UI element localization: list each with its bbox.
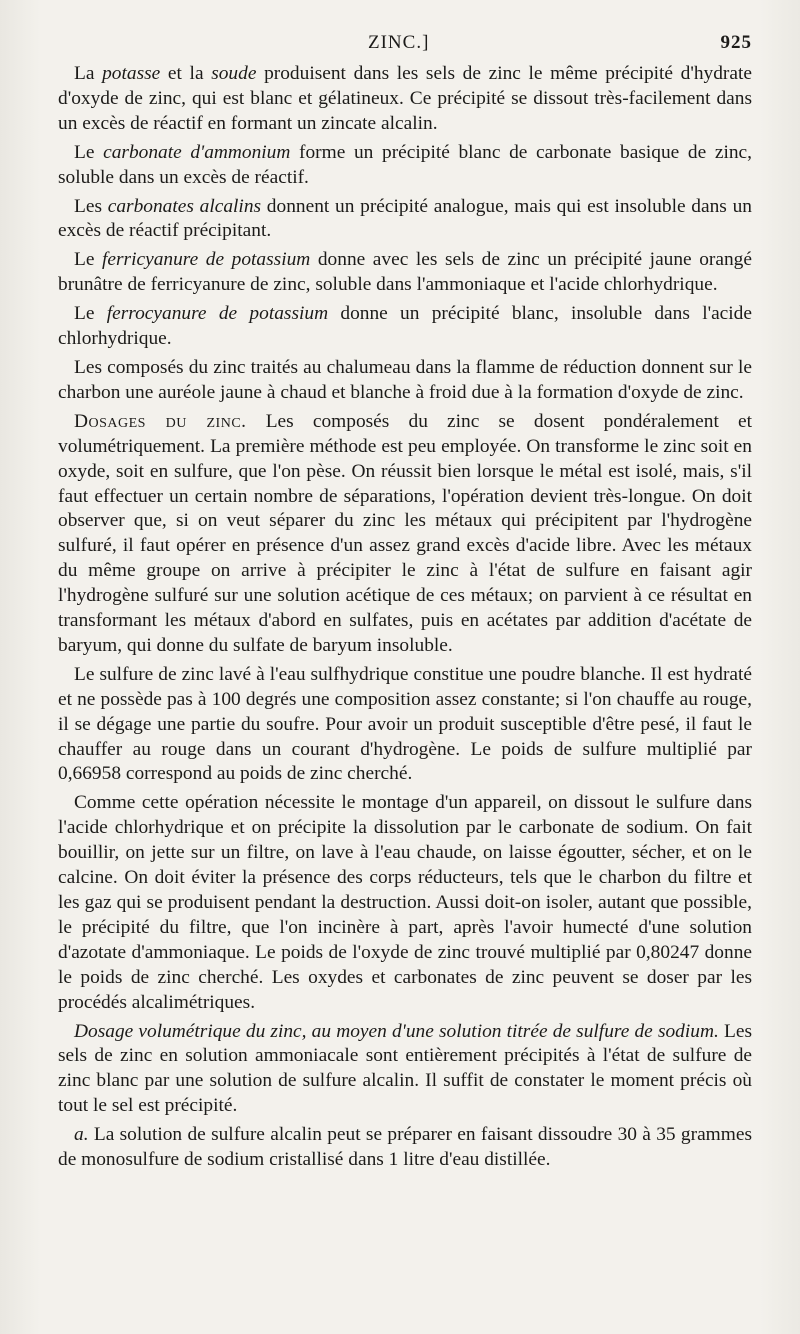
paragraph: Le carbonate d'ammonium forme un précipité blanc de carbonate basique de zinc, soluble dans un excès de réactif. [58, 141, 752, 188]
paragraph: Le ferrocyanure de potassium donne un précipité blanc, insoluble dans l'acide chlorhydrique. [58, 303, 752, 350]
paragraph: Les carbonates alcalins donnent un précipité analogue, mais qui est insoluble dans un excès de réactif précipitant. [58, 195, 752, 242]
section-heading: Dosages du zinc. [74, 410, 247, 432]
paragraph: Comme cette opération nécessite le montage d'un appareil, on dissout le sulfure dans l'acide chlorhydrique et on précipite la dissolution par le carbonate de sodium. On fait bouillir, on jette sur un filtre, on lave à l'eau chaude, on laisse égoutter, sécher, et on le calcine. On doit éviter la présence des corps réducteurs, tels que le charbon du filtre et les gaz qui se produisent pendant la destruction. Aussi doit-on isoler, autant que possible, le précipité du filtre, que l'on incinère à part, après l'avoir humecté d'une solution d'azotate d'ammoniaque. Le poids de l'oxyde de zinc trouvé multiplié par 0,80247 donne le poids de zinc cherché. Les oxydes et carbonates de zinc peuvent se doser par les procédés alcalimétriques. [58, 792, 752, 1013]
paragraph: Les composés du zinc traités au chalumeau dans la flamme de réduction donnent sur le charbon une auréole jaune à chaud et blanche à froid due à la formation d'oxyde de zinc. [58, 356, 752, 403]
page-number: 925 [720, 32, 752, 53]
paragraph: La potasse et la soude produisent dans les sels de zinc le même précipité d'hydrate d'oxyde de zinc, qui est blanc et gélatineux. Ce précipité se dissout très-facilement dans un excès de réactif en formant un zincate alcalin. [58, 63, 752, 134]
paragraph: a. La solution de sulfure alcalin peut se préparer en faisant dissoudre 30 à 35 grammes de monosulfure de sodium cristallisé dans 1 litre d'eau distillée. [58, 1124, 752, 1171]
paragraph: Le sulfure de zinc lavé à l'eau sulfhydrique constitue une poudre blanche. Il est hydraté et ne possède pas à 100 degrés une composition assez constante; si l'on chauffe au rouge, il se dégage une partie du soufre. Pour avoir un produit susceptible d'être pesé, il faut le chauffer au rouge dans un courant d'hydrogène. Le poids de sulfure multiplié par 0,66958 correspond au poids de zinc cherché. [58, 663, 752, 785]
paragraph: Le ferricyanure de potassium donne avec les sels de zinc un précipité jaune orangé brunâtre de ferricyanure de zinc, soluble dans l'ammoniaque et l'acide chlorhydrique. [58, 249, 752, 296]
paragraph: Dosage volumétrique du zinc, au moyen d'une solution titrée de sulfure de sodium. Les sels de zinc en solution ammoniacale sont entièrement précipités à l'état de sulfure de zinc blanc par une solution de sulfure alcalin. Il suffit de constater le moment précis où tout le sel est précipité. [58, 1020, 752, 1117]
subsection-heading: Dosage volumétrique du zinc, au moyen d'une solution titrée de sulfure de sodium. [74, 1020, 719, 1042]
page-header [58, 28, 752, 62]
body-text [58, 62, 752, 1173]
running-title: ZINC.] [368, 32, 430, 53]
paragraph: Dosages du zinc. Les composés du zinc se dosent pondéralement et volumétriquement. La première méthode est peu employée. On transforme le zinc soit en oxyde, soit en sulfure, que l'on pèse. On réussit bien lorsque le métal est isolé, mais, s'il faut effectuer un certain nombre de séparations, l'opération devient très-longue. On doit observer que, si on veut séparer du zinc les métaux qui précipitent par l'hydrogène sulfuré, il faut opérer en présence d'un assez grand excès d'acide libre. Avec les métaux du même groupe on arrive à précipiter le zinc à l'état de sulfure en faisant agir l'hydrogène sulfuré sur une solution acétique de ces métaux; on parvient à ce résultat en transformant les métaux d'abord en sulfates, puis en acétates par addition d'acétate de baryum, qui donne du sulfate de baryum insoluble. [58, 410, 752, 656]
